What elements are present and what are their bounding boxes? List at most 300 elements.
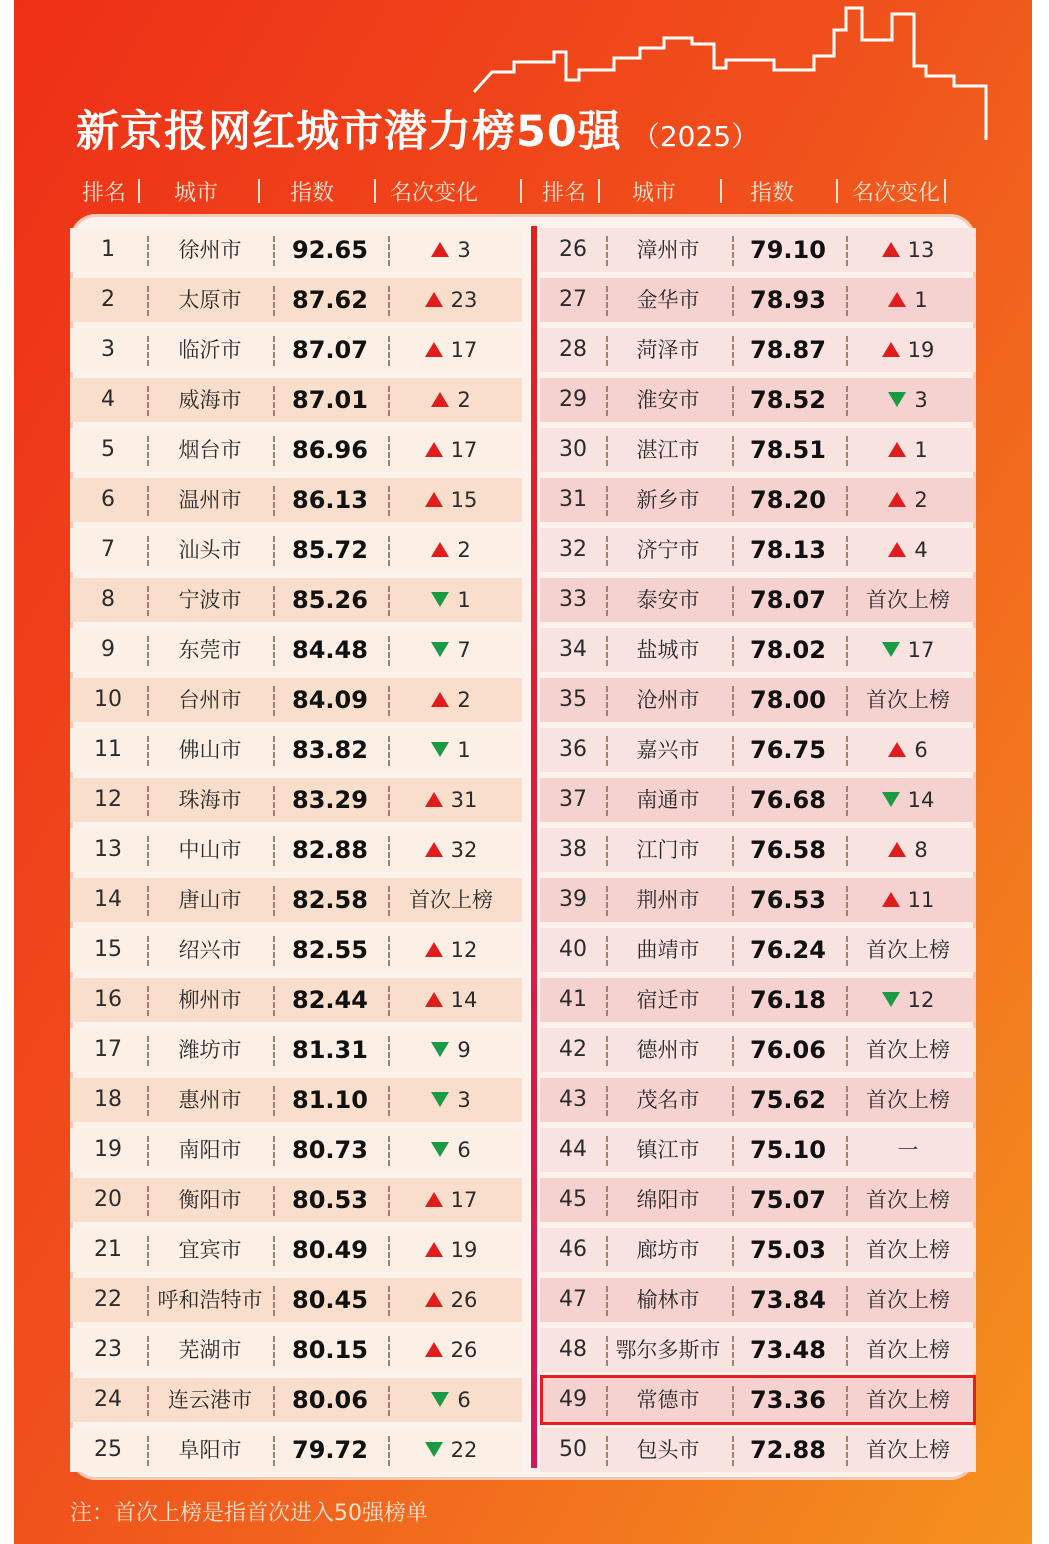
change-cell [846, 828, 970, 872]
rank-up-arrow-icon [431, 242, 449, 257]
index-cell: 86.13 [292, 486, 368, 514]
index-cell: 80.06 [292, 1386, 368, 1414]
index-cell: 83.29 [292, 786, 368, 814]
index-cell: 84.09 [292, 686, 368, 714]
rank-cell: 37 [559, 787, 587, 812]
highlight-box [540, 1375, 976, 1425]
index-cell: 80.73 [292, 1136, 368, 1164]
rank-cell: 40 [559, 937, 587, 962]
rank-cell: 10 [94, 687, 122, 712]
rank-cell: 36 [559, 737, 587, 762]
city-cell: 珠海市 [178, 788, 242, 812]
rank-down-arrow-icon [882, 642, 900, 657]
change-value: 首次上榜 [409, 888, 493, 912]
rank-cell: 7 [101, 537, 115, 562]
rank-cell: 50 [559, 1437, 587, 1462]
rank-cell: 9 [101, 637, 115, 662]
change-cell [846, 778, 970, 822]
table-row [540, 378, 976, 422]
cell-separator [846, 286, 848, 316]
change-value: 9 [457, 1038, 471, 1062]
rank-cell: 19 [94, 1137, 122, 1162]
cell-separator [388, 336, 390, 366]
change-value: 首次上榜 [866, 1338, 950, 1362]
cell-separator [273, 736, 275, 766]
city-cell: 临沂市 [178, 338, 242, 362]
cell-separator [388, 786, 390, 816]
city-cell: 宜宾市 [178, 1238, 242, 1262]
change-cell [846, 1278, 970, 1322]
change-value: 19 [450, 1238, 478, 1262]
cell-separator [147, 886, 149, 916]
table-row [540, 1328, 976, 1372]
index-cell: 82.88 [292, 836, 368, 864]
rank-down-arrow-icon [431, 1042, 449, 1057]
rank-cell: 49 [559, 1387, 587, 1412]
rank-up-arrow-icon [888, 542, 906, 557]
rank-down-arrow-icon [882, 992, 900, 1007]
rank-up-arrow-icon [425, 792, 443, 807]
index-cell: 81.31 [292, 1036, 368, 1064]
table-row [540, 278, 976, 322]
cell-separator [732, 586, 734, 616]
rank-cell: 48 [559, 1337, 587, 1362]
table-row [540, 1278, 976, 1322]
change-value: 首次上榜 [866, 1238, 950, 1262]
header-separator [138, 179, 140, 203]
rank-down-arrow-icon [431, 1092, 449, 1107]
rank-cell: 41 [559, 987, 587, 1012]
index-cell: 78.02 [750, 636, 826, 664]
cell-separator [846, 386, 848, 416]
city-cell: 宿迁市 [636, 988, 700, 1012]
table-row [70, 578, 522, 622]
cell-separator [732, 986, 734, 1016]
rank-cell: 24 [94, 1387, 122, 1412]
city-cell: 东莞市 [178, 638, 242, 662]
rank-down-arrow-icon [431, 742, 449, 757]
cell-separator [846, 586, 848, 616]
city-cell: 泰安市 [636, 588, 700, 612]
cell-separator [732, 886, 734, 916]
rank-cell: 8 [101, 587, 115, 612]
cell-separator [846, 436, 848, 466]
city-cell: 南通市 [636, 788, 700, 812]
change-cell [388, 678, 514, 722]
table-row [70, 1328, 522, 1372]
rank-up-arrow-icon [425, 492, 443, 507]
cell-separator [273, 386, 275, 416]
index-cell: 72.88 [750, 1436, 826, 1464]
change-cell [846, 478, 970, 522]
cell-separator [846, 536, 848, 566]
city-cell: 唐山市 [178, 888, 242, 912]
cell-separator [732, 786, 734, 816]
city-cell: 包头市 [636, 1438, 700, 1462]
rank-up-arrow-icon [425, 292, 443, 307]
cell-separator [388, 936, 390, 966]
cell-separator [846, 336, 848, 366]
rank-cell: 30 [559, 437, 587, 462]
cell-separator [147, 1436, 149, 1466]
index-cell: 75.10 [750, 1136, 826, 1164]
rank-cell: 2 [101, 287, 115, 312]
cell-separator [606, 1436, 608, 1466]
cell-separator [606, 986, 608, 1016]
change-cell [388, 778, 514, 822]
table-row [540, 1128, 976, 1172]
change-value: 首次上榜 [866, 1438, 950, 1462]
cell-separator [147, 586, 149, 616]
rank-up-arrow-icon [425, 942, 443, 957]
cell-separator [273, 486, 275, 516]
cell-separator [606, 686, 608, 716]
cell-separator [606, 486, 608, 516]
city-cell: 淮安市 [636, 388, 700, 412]
change-cell [846, 578, 970, 622]
table-row [70, 778, 522, 822]
change-value: 17 [450, 438, 478, 462]
rank-cell: 46 [559, 1237, 587, 1262]
city-cell: 太原市 [178, 288, 242, 312]
cell-separator [846, 936, 848, 966]
rank-down-arrow-icon [431, 1392, 449, 1407]
cell-separator [606, 436, 608, 466]
cell-separator [732, 1336, 734, 1366]
city-cell: 沧州市 [636, 688, 700, 712]
rank-up-arrow-icon [882, 242, 900, 257]
cell-separator [147, 536, 149, 566]
cell-separator [388, 1036, 390, 1066]
city-cell: 茂名市 [636, 1088, 700, 1112]
rank-cell: 13 [94, 837, 122, 862]
cell-separator [273, 886, 275, 916]
rank-up-arrow-icon [882, 892, 900, 907]
cell-separator [147, 286, 149, 316]
table-row [70, 678, 522, 722]
header-separator [944, 179, 946, 203]
cell-separator [606, 1136, 608, 1166]
cell-separator [273, 836, 275, 866]
cell-separator [147, 1336, 149, 1366]
change-cell [388, 1428, 514, 1472]
change-value: 17 [907, 638, 935, 662]
change-value: 首次上榜 [866, 588, 950, 612]
header-change: 名次变化 [851, 180, 940, 206]
cell-separator [273, 986, 275, 1016]
index-cell: 87.62 [292, 286, 368, 314]
change-cell [388, 828, 514, 872]
change-cell [388, 1178, 514, 1222]
index-cell: 85.26 [292, 586, 368, 614]
table-row [540, 928, 976, 972]
index-cell: 82.44 [292, 986, 368, 1014]
index-cell: 80.49 [292, 1236, 368, 1264]
table-row [70, 1228, 522, 1272]
city-cell: 南阳市 [178, 1138, 242, 1162]
city-cell: 荆州市 [636, 888, 700, 912]
index-cell: 78.93 [750, 286, 826, 314]
cell-separator [147, 736, 149, 766]
cell-separator [273, 336, 275, 366]
rank-down-arrow-icon [882, 792, 900, 807]
city-cell: 佛山市 [178, 738, 242, 762]
change-value: 32 [450, 838, 478, 862]
index-cell: 87.01 [292, 386, 368, 414]
cell-separator [606, 786, 608, 816]
table-row [540, 978, 976, 1022]
index-cell: 82.55 [292, 936, 368, 964]
index-cell: 78.20 [750, 486, 826, 514]
cell-separator [147, 1136, 149, 1166]
index-cell: 84.48 [292, 636, 368, 664]
cell-separator [732, 386, 734, 416]
change-cell [846, 278, 970, 322]
cell-separator [606, 1286, 608, 1316]
cell-separator [273, 686, 275, 716]
cell-separator [388, 1086, 390, 1116]
change-cell [388, 228, 514, 272]
cell-separator [732, 1286, 734, 1316]
cell-separator [732, 636, 734, 666]
rank-cell: 14 [94, 887, 122, 912]
table-row [70, 478, 522, 522]
cell-separator [273, 786, 275, 816]
index-cell: 79.10 [750, 236, 826, 264]
change-value: 一 [897, 1138, 919, 1162]
rank-cell: 29 [559, 387, 587, 412]
change-cell [846, 328, 970, 372]
change-value: 6 [914, 738, 928, 762]
rank-cell: 6 [101, 487, 115, 512]
city-cell: 连云港市 [168, 1388, 252, 1412]
cell-separator [147, 936, 149, 966]
rank-up-arrow-icon [431, 542, 449, 557]
header-separator [374, 179, 376, 203]
cell-separator [273, 1036, 275, 1066]
index-cell: 76.58 [750, 836, 826, 864]
rank-cell: 11 [94, 737, 122, 762]
city-cell: 济宁市 [636, 538, 700, 562]
cell-separator [732, 536, 734, 566]
index-cell: 75.62 [750, 1086, 826, 1114]
change-value: 8 [914, 838, 928, 862]
change-value: 首次上榜 [866, 1088, 950, 1112]
change-value: 2 [457, 688, 471, 712]
cell-separator [846, 1286, 848, 1316]
footnote: 注：首次上榜是指首次进入50强榜单 [70, 1501, 428, 1526]
index-cell: 76.18 [750, 986, 826, 1014]
city-cell: 绵阳市 [636, 1188, 700, 1212]
change-cell [846, 1328, 970, 1372]
city-cell: 宁波市 [178, 588, 242, 612]
cell-separator [732, 1136, 734, 1166]
rank-cell: 4 [101, 387, 115, 412]
index-cell: 92.65 [292, 236, 368, 264]
table-row [70, 928, 522, 972]
table-row [540, 1178, 976, 1222]
index-cell: 78.52 [750, 386, 826, 414]
page-title [76, 98, 759, 158]
change-cell [388, 1328, 514, 1372]
table-row [70, 428, 522, 472]
cell-separator [147, 686, 149, 716]
city-cell: 漳州市 [636, 238, 700, 262]
table-row [70, 828, 522, 872]
city-cell: 芜湖市 [178, 1338, 242, 1362]
change-cell [388, 278, 514, 322]
title-text: 新京报网红城市潜力榜50强 [76, 107, 622, 157]
index-cell: 75.07 [750, 1186, 826, 1214]
change-cell [846, 928, 970, 972]
index-cell: 85.72 [292, 536, 368, 564]
rank-up-arrow-icon [425, 1292, 443, 1307]
rank-cell: 5 [101, 437, 115, 462]
cell-separator [147, 1386, 149, 1416]
change-cell [388, 628, 514, 672]
cell-separator [388, 736, 390, 766]
change-value: 1 [457, 738, 471, 762]
index-cell: 87.07 [292, 336, 368, 364]
cell-separator [606, 386, 608, 416]
table-row [70, 1078, 522, 1122]
index-cell: 73.36 [750, 1386, 826, 1414]
rank-cell: 45 [559, 1187, 587, 1212]
rank-up-arrow-icon [888, 442, 906, 457]
cell-separator [147, 436, 149, 466]
change-cell [388, 928, 514, 972]
cell-separator [147, 786, 149, 816]
cell-separator [606, 1086, 608, 1116]
table-row [540, 878, 976, 922]
cell-separator [388, 886, 390, 916]
cell-separator [147, 1186, 149, 1216]
table-row [70, 378, 522, 422]
cell-separator [846, 736, 848, 766]
change-value: 6 [457, 1138, 471, 1162]
header-rank: 排名 [81, 180, 126, 206]
change-cell [846, 1028, 970, 1072]
title-year: （2025） [631, 120, 760, 153]
city-cell: 呼和浩特市 [157, 1288, 263, 1312]
rank-down-arrow-icon [431, 642, 449, 657]
cell-separator [732, 1036, 734, 1066]
city-cell: 中山市 [178, 838, 242, 862]
header-index: 指数 [289, 180, 334, 206]
change-value: 首次上榜 [866, 688, 950, 712]
cell-separator [147, 336, 149, 366]
cell-separator [846, 836, 848, 866]
cell-separator [388, 286, 390, 316]
change-value: 首次上榜 [866, 938, 950, 962]
header-separator [836, 179, 838, 203]
change-value: 15 [450, 488, 478, 512]
city-cell: 阜阳市 [178, 1438, 242, 1462]
index-cell: 78.87 [750, 336, 826, 364]
cell-separator [732, 436, 734, 466]
change-cell [388, 728, 514, 772]
rank-cell: 16 [94, 987, 122, 1012]
change-cell [388, 1378, 514, 1422]
cell-separator [147, 1036, 149, 1066]
city-cell: 曲靖市 [636, 938, 700, 962]
table-row [540, 778, 976, 822]
cell-separator [388, 1236, 390, 1266]
city-cell: 惠州市 [178, 1088, 242, 1112]
rank-up-arrow-icon [425, 1192, 443, 1207]
rank-down-arrow-icon [431, 592, 449, 607]
change-cell [388, 1228, 514, 1272]
rank-up-arrow-icon [431, 692, 449, 707]
cell-separator [273, 1186, 275, 1216]
change-value: 首次上榜 [866, 1388, 950, 1412]
change-cell [846, 1128, 970, 1172]
change-value: 12 [450, 938, 478, 962]
header-separator [598, 179, 600, 203]
cell-separator [732, 1086, 734, 1116]
table-row [540, 728, 976, 772]
rank-down-arrow-icon [888, 392, 906, 407]
city-cell: 烟台市 [178, 438, 242, 462]
rank-up-arrow-icon [425, 342, 443, 357]
header-index: 指数 [749, 180, 794, 206]
table-row [70, 978, 522, 1022]
cell-separator [606, 1336, 608, 1366]
rank-cell: 34 [559, 637, 587, 662]
change-cell [846, 978, 970, 1022]
cell-separator [846, 1186, 848, 1216]
cell-separator [388, 586, 390, 616]
poster [14, 0, 1032, 1544]
city-cell: 绍兴市 [178, 938, 242, 962]
change-value: 2 [914, 488, 928, 512]
change-value: 首次上榜 [866, 1188, 950, 1212]
cell-separator [732, 336, 734, 366]
table-row [70, 228, 522, 272]
rank-cell: 26 [559, 237, 587, 262]
cell-separator [273, 936, 275, 966]
header-city: 城市 [173, 180, 218, 206]
cell-separator [147, 486, 149, 516]
rank-up-arrow-icon [425, 1242, 443, 1257]
rank-down-arrow-icon [431, 1142, 449, 1157]
rank-up-arrow-icon [425, 442, 443, 457]
table-row [540, 328, 976, 372]
column-divider [531, 226, 537, 1468]
change-value: 13 [907, 238, 935, 262]
rank-cell: 33 [559, 587, 587, 612]
table-row [70, 628, 522, 672]
cell-separator [273, 436, 275, 466]
rank-cell: 28 [559, 337, 587, 362]
table-row [70, 878, 522, 922]
rank-cell: 12 [94, 787, 122, 812]
change-value: 7 [457, 638, 471, 662]
change-cell [388, 328, 514, 372]
index-cell: 75.03 [750, 1236, 826, 1264]
change-cell [846, 228, 970, 272]
rank-up-arrow-icon [888, 292, 906, 307]
header-city: 城市 [631, 180, 676, 206]
header-right [532, 172, 992, 210]
rank-cell: 39 [559, 887, 587, 912]
rank-cell: 35 [559, 687, 587, 712]
rank-cell: 18 [94, 1087, 122, 1112]
change-cell [846, 1228, 970, 1272]
cell-separator [732, 936, 734, 966]
change-value: 首次上榜 [866, 1038, 950, 1062]
change-value: 17 [450, 338, 478, 362]
